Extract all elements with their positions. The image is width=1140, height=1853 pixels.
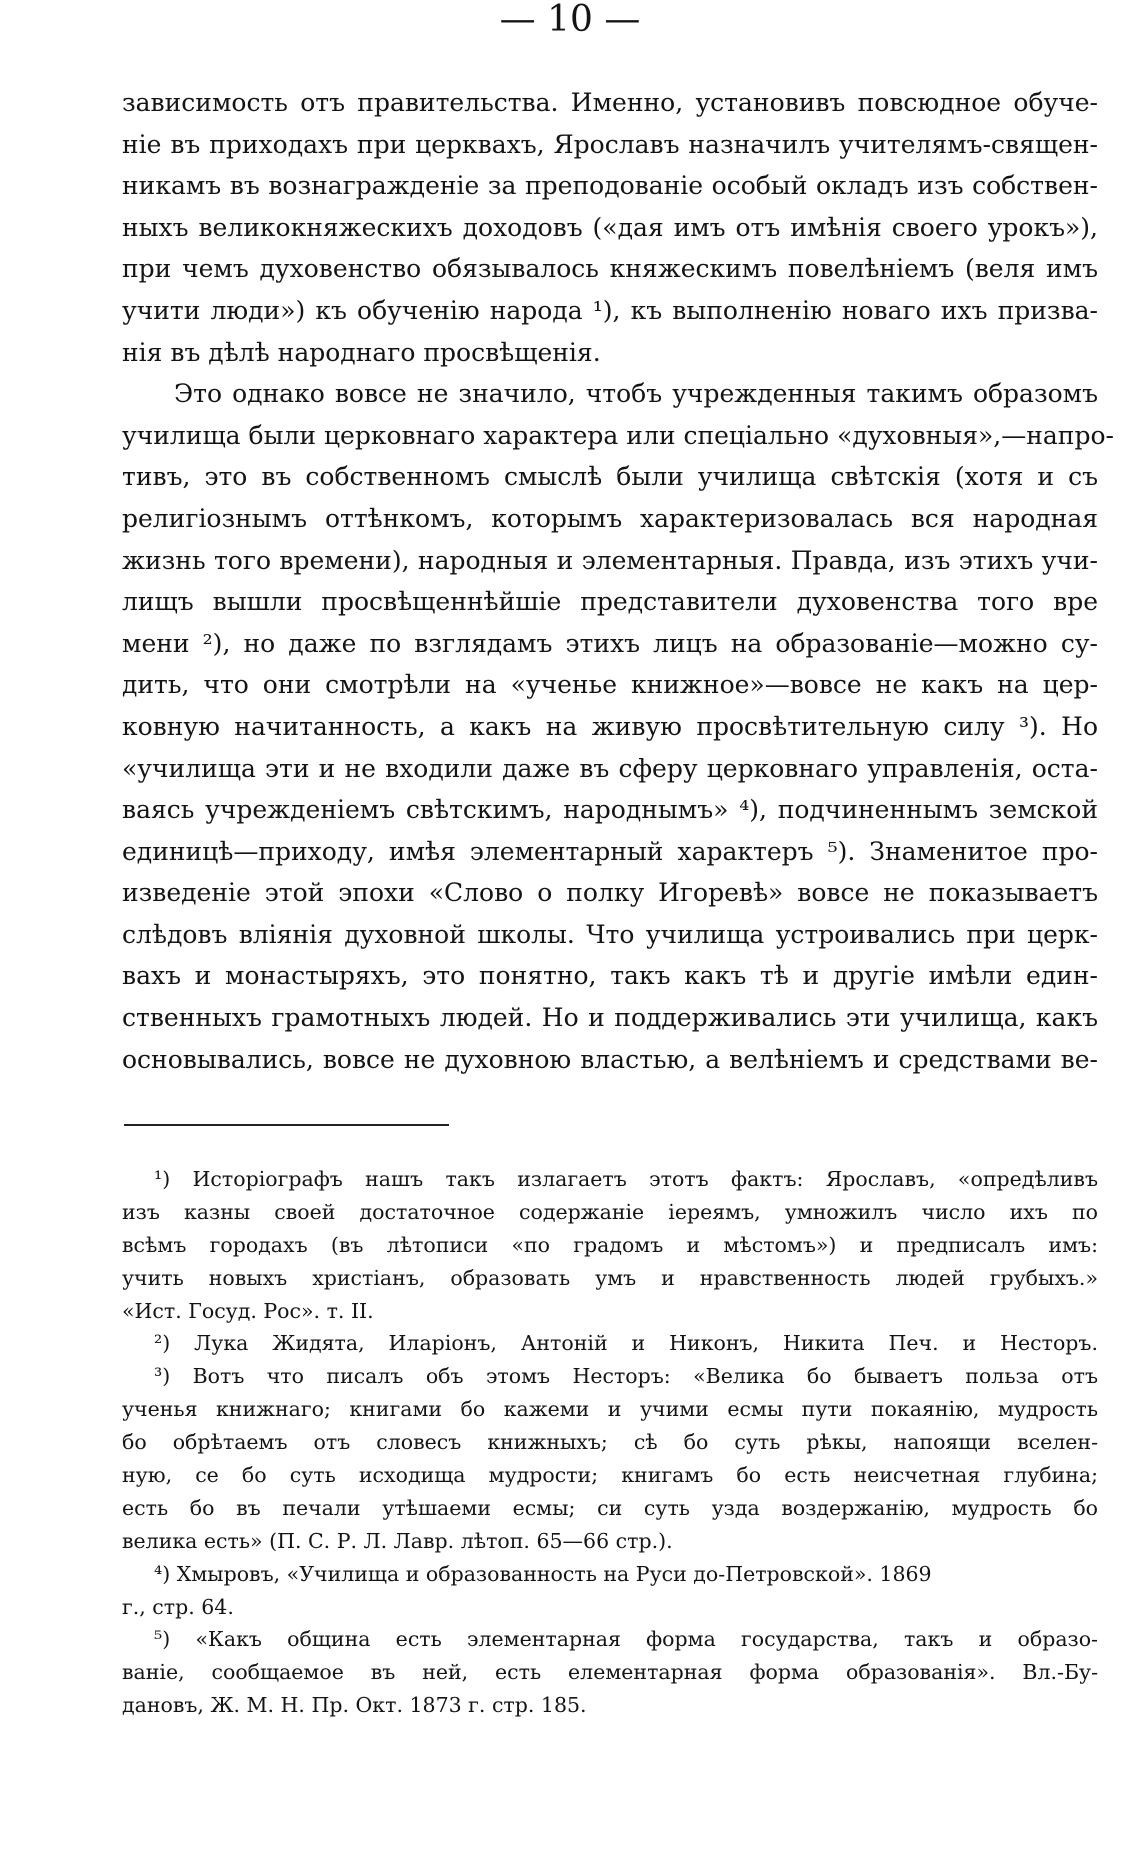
text-line: ваясь учрежденіемъ свѣтскимъ, народнымъ» ⁴), подчиненнымъ земской	[122, 795, 1098, 825]
footnotes-section	[122, 1163, 1098, 1722]
text-line: училища были церковнаго характера или спеціально «духовныя»,—напро-	[122, 420, 1114, 450]
text-line: слѣдовъ вліянія духовной школы. Что училища устроивались при церк-	[122, 919, 1098, 949]
text-line: нія въ дѣлѣ народнаго просвѣщенія.	[122, 337, 601, 367]
text-line: ныхъ великокняжескихъ доходовъ («дая имъ отъ имѣнія своего урокъ»),	[122, 212, 1098, 242]
text-line: никамъ въ вознагражденіе за преподованіе особый окладъ изъ собствен-	[122, 171, 1098, 201]
footnote-line: ваніе, сообщаемое въ ней, есть елементарная форма образованія». Вл.-Бу-	[122, 1660, 1098, 1685]
footnote-line: учить новыхъ христіанъ, образовать умъ и нравственность людей грубыхъ.»	[122, 1265, 1098, 1290]
footnote-2: ²) Лука Жидята, Иларіонъ, Антоній и Никонъ, Никита Печ. и Несторъ.	[154, 1331, 1098, 1356]
text-line: дить, что они смотрѣли на «ученье книжное»—вовсе не какъ на цер-	[122, 670, 1098, 700]
text-line: вахъ и монастыряхъ, это понятно, такъ какъ тѣ и другіе имѣли един-	[122, 961, 1098, 991]
text-line: единицѣ—приходу, имѣя элементарный характеръ ⁵). Знаменитое про-	[122, 836, 1098, 866]
paragraph-start: Это однако вовсе не значило, чтобъ учрежденныя такимъ образомъ	[174, 379, 1098, 409]
text-line: «училища эти и не входили даже въ сферу церковнаго управленія, оста-	[122, 753, 1098, 783]
footnote-line: изъ казны своей достаточное содержаніе іереямъ, умножилъ число ихъ по	[122, 1199, 1098, 1224]
text-line: религіознымъ оттѣнкомъ, которымъ характеризовалась вся народная	[122, 503, 1098, 533]
footnote-divider	[124, 1124, 449, 1126]
text-line: учити люди») къ обученію народа ¹), къ выполненію новаго ихъ призва-	[122, 295, 1098, 325]
footnote-1: ¹) Исторіографъ нашъ такъ излагаетъ этотъ фактъ: Ярославъ, «опредѣливъ	[154, 1167, 1098, 1191]
footnote-line: велика есть» (П. С. Р. Л. Лавр. лѣтоп. 65—66 стр.).	[122, 1528, 673, 1553]
text-line: основывались, вовсе не духовною властью, а велѣніемъ и средствами ве-	[122, 1044, 1098, 1074]
text-line: ніе въ приходахъ при церквахъ, Ярославъ назначилъ учителямъ-священ-	[122, 129, 1098, 159]
footnote-line: всѣмъ городахъ (въ лѣтописи «по градомъ и мѣстомъ») и предписалъ имъ:	[122, 1232, 1098, 1257]
footnote-line: «Ист. Госуд. Рос». т. II.	[122, 1298, 374, 1323]
text-line: ственныхъ грамотныхъ людей. Но и поддерживались эти училища, какъ	[122, 1003, 1098, 1033]
page-number: — 10 —	[499, 0, 641, 40]
text-line: жизнь того времени), народныя и элементарныя. Правда, изъ этихъ учи-	[122, 545, 1098, 575]
text-line: мени ²), но даже по взглядамъ этихъ лицъ на образованіе—можно су-	[122, 628, 1098, 658]
text-line: лищъ вышли просвѣщеннѣйшіе представители духовенства того вре	[122, 587, 1098, 617]
main-text-body	[122, 82, 1114, 1080]
text-line: при чемъ духовенство обязывалось княжескимъ повелѣніемъ (веля имъ	[122, 254, 1098, 284]
footnote-line: ученья книжнаго; книгами бо кажеми и учими есмы пути покаянію, мудрость	[122, 1397, 1098, 1422]
footnote-5: ⁵) «Какъ община есть элементарная форма государства, такъ и образо-	[154, 1627, 1098, 1652]
footnote-line: г., стр. 64.	[122, 1594, 234, 1619]
footnote-line: бо обрѣтаемъ отъ словесъ книжныхъ; сѣ бо суть рѣкы, напоящи вселен-	[122, 1430, 1098, 1455]
footnote-line: ную, се бо суть исходища мудрости; книгамъ бо есть неисчетная глубина;	[122, 1463, 1098, 1488]
footnote-3: ³) Вотъ что писалъ объ этомъ Несторъ: «Велика бо бываетъ польза отъ	[154, 1364, 1098, 1389]
footnote-line: дановъ, Ж. М. Н. Пр. Окт. 1873 г. стр. 185.	[122, 1693, 587, 1718]
footnote-line: есть бо въ печали утѣшаеми есмы; си суть узда воздержанію, мудрость бо	[122, 1495, 1098, 1520]
text-line: зависимость отъ правительства. Именно, установивъ повсюдное обуче-	[122, 88, 1098, 117]
text-line: тивъ, это въ собственномъ смыслѣ были училища свѣтскія (хотя и съ	[122, 462, 1098, 492]
text-line: изведеніе этой эпохи «Слово о полку Игоревѣ» вовсе не показываетъ	[122, 878, 1098, 908]
text-line: ковную начитанность, а какъ на живую просвѣтительную силу ³). Но	[122, 711, 1098, 741]
footnote-4: ⁴) Хмыровъ, «Училища и образованность на Руси до-Петровской». 1869	[154, 1561, 932, 1586]
